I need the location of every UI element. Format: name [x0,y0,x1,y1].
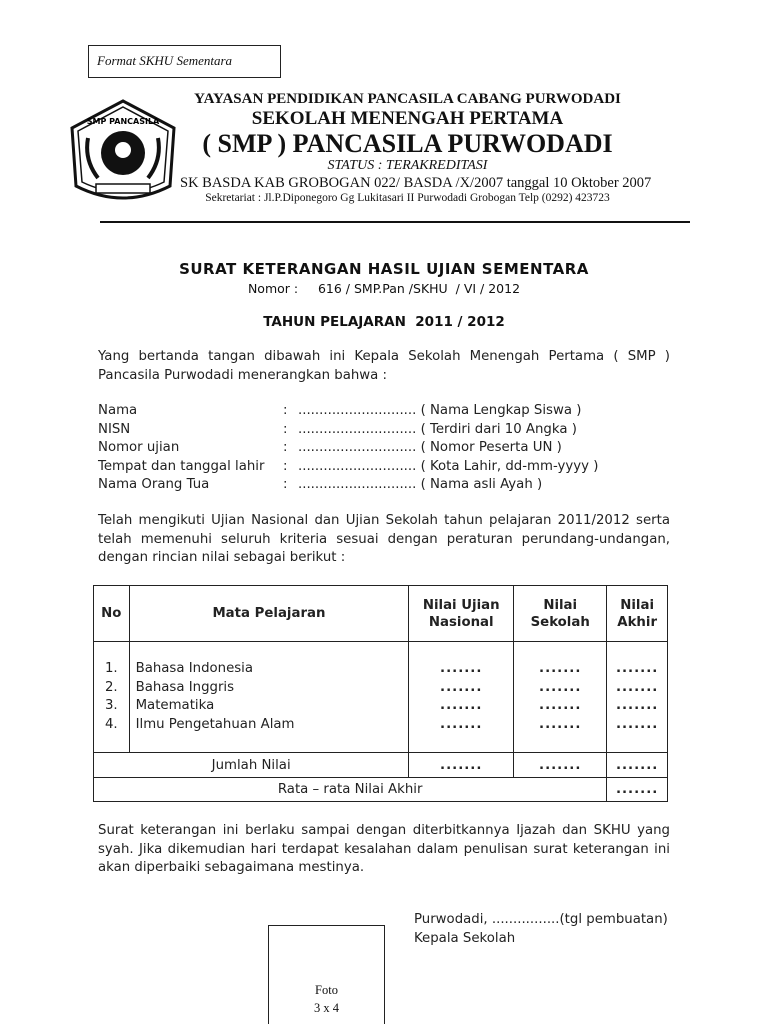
field-value: ............................ ( Terdiri dari 10 Angka ) [298,421,577,437]
signature-place-date: Purwodadi, ................(tgl pembuatan) [414,912,668,927]
field-label: Nama [98,403,138,418]
field-label: NISN [98,421,131,437]
subject-name: Bahasa Inggris [135,679,235,695]
field-value: ............................ ( Nama asli Ayah ) [298,477,543,492]
field-nomor-ujian [98,439,658,458]
score-blank: ....... [539,661,582,676]
jumlah-un: ....... [409,753,514,778]
field-colon: : [283,421,288,437]
academic-year: TAHUN PELAJARAN 2011 / 2012 [263,314,505,330]
final-scores-cell [607,642,668,753]
school-logo-icon [66,98,180,210]
score-blank: ....... [615,698,659,713]
foundation-name: YAYASAN PENDIDIKAN PANCASILA CABANG PURWODADI [194,91,621,107]
school-address: Sekretariat : Jl.P.Diponegoro Gg Lukitasari II Purwodadi Grobogan Telp (0292) 423723 [205,192,610,204]
field-colon: : [283,458,288,474]
row-number: 4. [104,716,118,732]
closing-paragraph: Surat keterangan ini berlaku sampai dengan diterbitkannya Ijazah dan SKHU yang syah. Jika dikemudian hari terdapat kesalahan dalam penulisan surat keterangan ini akan diperbaiki sebagaimana mestinya. [98,823,670,875]
header-akhir: Nilai Akhir [607,586,668,642]
subject-name: Matematika [135,698,215,713]
statement-paragraph: Telah mengikuti Ujian Nasional dan Ujian Sekolah tahun pelajaran 2011/2012 serta telah memenuhi seluruh kriteria sesuai dengan peraturan perundang-undangan, dengan rincian nilai sebagai berikut : [98,513,670,565]
field-value: ............................ ( Nama Lengkap Siswa ) [298,403,582,418]
header-subject: Mata Pelajaran [129,586,409,642]
header-sekolah: Nilai Sekolah [514,586,607,642]
field-colon: : [283,440,288,455]
field-ttl [98,458,658,477]
header-un: Nilai Ujian Nasional [409,586,514,642]
photo-box [268,925,385,1024]
row-number: 2. [104,679,118,695]
photo-label: Foto [315,983,338,997]
photo-size: 3 x 4 [314,1001,339,1015]
grades-table [93,585,668,802]
rata-label: Rata – rata Nilai Akhir [94,778,607,802]
field-orang-tua [98,476,658,495]
score-blank: ....... [440,698,483,713]
rata-row [94,778,668,802]
score-blank: ....... [539,698,582,713]
jumlah-row [94,753,668,778]
score-blank: ....... [440,661,483,676]
school-type: SEKOLAH MENENGAH PERTAMA [251,108,564,129]
jumlah-sekolah: ....... [514,753,607,778]
school-scores-cell [514,642,607,753]
jumlah-label: Jumlah Nilai [94,753,409,778]
svg-text:SMP PANCASILA: SMP PANCASILA [86,117,160,126]
un-scores-cell [409,642,514,753]
score-blank: ....... [440,716,483,732]
letterhead-divider [100,221,690,223]
rata-akhir: ....... [607,778,668,802]
field-colon: : [283,403,288,418]
signature-role: Kepala Sekolah [414,931,516,946]
table-header-row [94,586,668,642]
field-nama [98,402,658,421]
row-number: 3. [104,698,118,713]
format-label-box: Format SKHU Sementara [88,45,281,78]
document-title: SURAT KETERANGAN HASIL UJIAN SEMENTARA [179,260,589,278]
field-nisn [98,421,658,440]
score-blank: ....... [615,716,659,732]
field-label: Nomor ujian [98,440,180,455]
header-no: No [94,586,130,642]
score-blank: ....... [615,661,659,676]
subject-name: Bahasa Indonesia [135,661,254,676]
intro-paragraph: Yang bertanda tangan dibawah ini Kepala Sekolah Menengah Pertama ( SMP ) Pancasila Purwodadi menerangkan bahwa : [98,349,670,383]
row-number: 1. [104,661,118,676]
subject-name: Ilmu Pengetahuan Alam [135,716,295,732]
subjects-cell [129,642,409,753]
score-blank: ....... [539,679,582,695]
field-label: Nama Orang Tua [98,477,210,492]
numbers-cell [94,642,130,753]
score-blank: ....... [440,679,483,695]
field-value: ............................ ( Kota Lahir, dd-mm-yyyy ) [298,458,599,474]
jumlah-akhir: ....... [607,753,668,778]
score-blank: ....... [539,716,582,732]
accreditation-status: STATUS : TERAKREDITASI [327,158,488,173]
field-label: Tempat dan tanggal lahir [98,458,265,474]
field-colon: : [283,477,288,492]
field-value: ............................ ( Nomor Peserta UN ) [298,440,562,455]
document-number: Nomor : 616 / SMP.Pan /SKHU / VI / 2012 [247,281,521,296]
school-name: ( SMP ) PANCASILA PURWODADI [202,129,613,158]
score-blank: ....... [615,679,659,695]
sk-basda: SK BASDA KAB GROBOGAN 022/ BASDA /X/2007 tanggal 10 Oktober 2007 [180,175,652,191]
table-body-row [94,642,668,753]
